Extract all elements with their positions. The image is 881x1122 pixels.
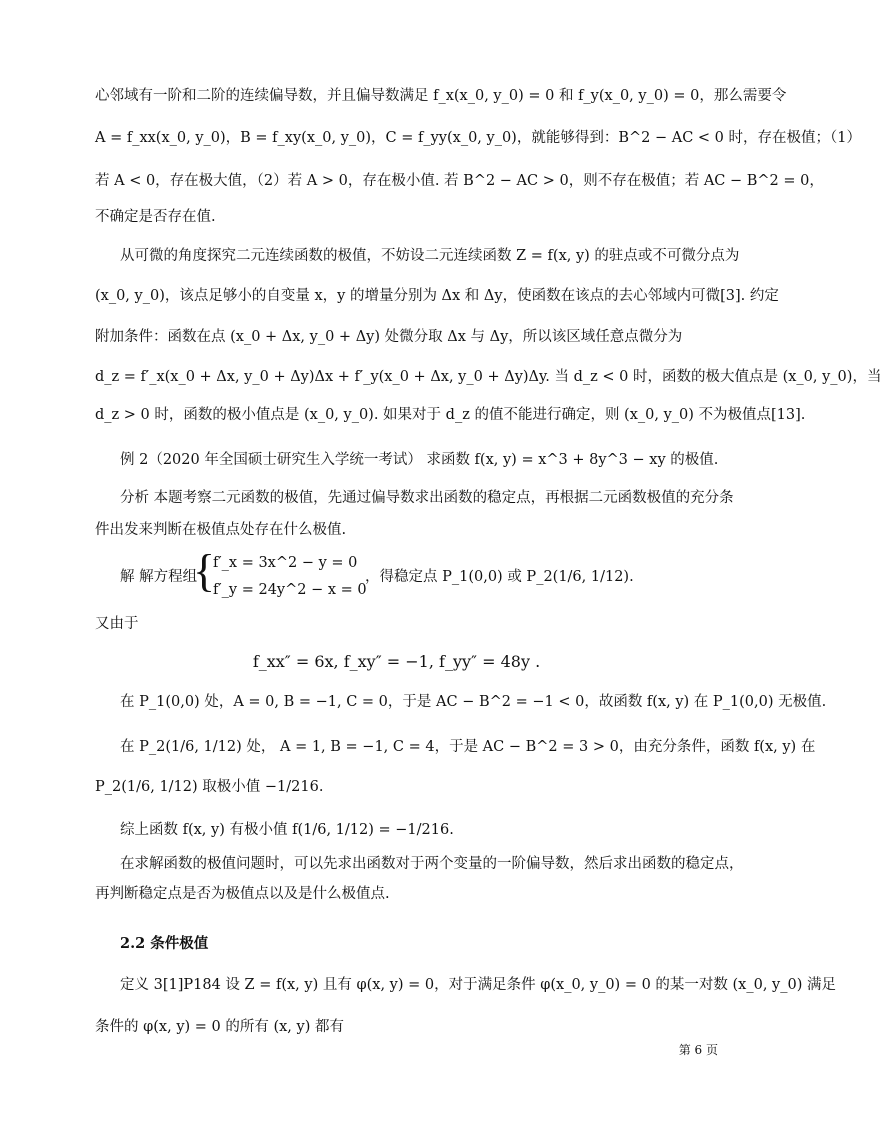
definition-line: 条件的 φ(x, y) = 0 的所有 (x, y) 都有 bbox=[95, 1019, 344, 1035]
system-equation-2: f′_y = 24y^2 − x = 0 bbox=[213, 582, 367, 598]
text-line: d_z > 0 时，函数的极小值点是 (x_0, y_0). 如果对于 d_z 的值不能进行确定，则 (x_0, y_0) 不为极值点[13]. bbox=[95, 407, 806, 423]
text-line: 再判断稳定点是否为极值点以及是什么极值点. bbox=[95, 886, 390, 902]
section-heading: 2.2 条件极值 bbox=[120, 935, 209, 952]
text-line: 心邻域有一阶和二阶的连续偏导数，并且偏导数满足 f_x(x_0, y_0) = 0 和 f_y(x_0, y_0) = 0，那么需要令 bbox=[95, 88, 787, 104]
formula-line: d_z = f′_x(x_0 + Δx, y_0 + Δy)Δx + f′_y(x_0 + Δx, y_0 + Δy)Δy. 当 d_z < 0 时，函数的极大值点是 (x_0, y_0)，当 bbox=[95, 369, 881, 385]
text-line: 不确定是否存在值. bbox=[95, 209, 216, 225]
text-line: 在求解函数的极值问题时，可以先求出函数对于两个变量的一阶偏导数，然后求出函数的稳定点， bbox=[120, 856, 744, 872]
text-line: 若 A < 0，存在极大值，（2）若 A > 0，存在极小值. 若 B^2 − AC > 0，则不存在极值；若 AC − B^2 = 0， bbox=[95, 173, 824, 189]
text-line: 件出发来判断在极值点处存在什么极值. bbox=[95, 522, 347, 538]
text-line: 在 P_1(0,0) 处，A = 0, B = −1, C = 0，于是 AC − B^2 = −1 < 0，故函数 f(x, y) 在 P_1(0,0) 无极值. bbox=[120, 694, 827, 710]
text-line: 在 P_2(1/6, 1/12) 处， A = 1, B = −1, C = 4，于是 AC − B^2 = 3 > 0，由充分条件，函数 f(x, y) 在 bbox=[120, 739, 816, 755]
text-line: 又由于 bbox=[95, 616, 139, 632]
solution-suffix: ，得稳定点 P_1(0,0) 或 P_2(1/6, 1/12). bbox=[365, 569, 634, 585]
analysis-line: 分析 本题考察二元函数的极值，先通过偏导数求出函数的稳定点，再根据二元函数极值的充分条 bbox=[120, 490, 734, 506]
example-title: 例 2（2020 年全国硕士研究生入学统一考试） 求函数 f(x, y) = x^3 + 8y^3 − xy 的极值. bbox=[120, 452, 719, 468]
text-line: 综上函数 f(x, y) 有极小值 f(1/6, 1/12) = −1/216. bbox=[120, 822, 454, 838]
text-line: 附加条件：函数在点 (x_0 + Δx, y_0 + Δy) 处微分取 Δx 与 Δy，所以该区域任意点微分为 bbox=[95, 329, 683, 345]
solution-prefix: 解 解方程组 bbox=[120, 569, 198, 585]
display-equation: f_xx″ = 6x, f_xy″ = −1, f_yy″ = 48y . bbox=[252, 652, 541, 671]
definition-line: 定义 3[1]P184 设 Z = f(x, y) 且有 φ(x, y) = 0，对于满足条件 φ(x_0, y_0) = 0 的某一对数 (x_0, y_0) 满足 bbox=[120, 977, 836, 993]
system-equation-1: f′_x = 3x^2 − y = 0 bbox=[213, 555, 358, 571]
page-number: 第 6 页 bbox=[678, 1043, 718, 1057]
system-brace: { bbox=[193, 545, 216, 596]
text-line: P_2(1/6, 1/12) 取极小值 −1/216. bbox=[95, 779, 324, 795]
text-line: (x_0, y_0)，该点足够小的自变量 x，y 的增量分别为 Δx 和 Δy，使函数在该点的去心邻域内可微[3]. 约定 bbox=[95, 288, 779, 304]
text-line: 从可微的角度探究二元连续函数的极值，不妨设二元连续函数 Z = f(x, y) 的驻点或不可微分点为 bbox=[120, 248, 740, 264]
text-line: A = f_xx(x_0, y_0)，B = f_xy(x_0, y_0)，C = f_yy(x_0, y_0)，就能够得到：B^2 − AC < 0 时，存在极值；（1） bbox=[95, 130, 861, 146]
